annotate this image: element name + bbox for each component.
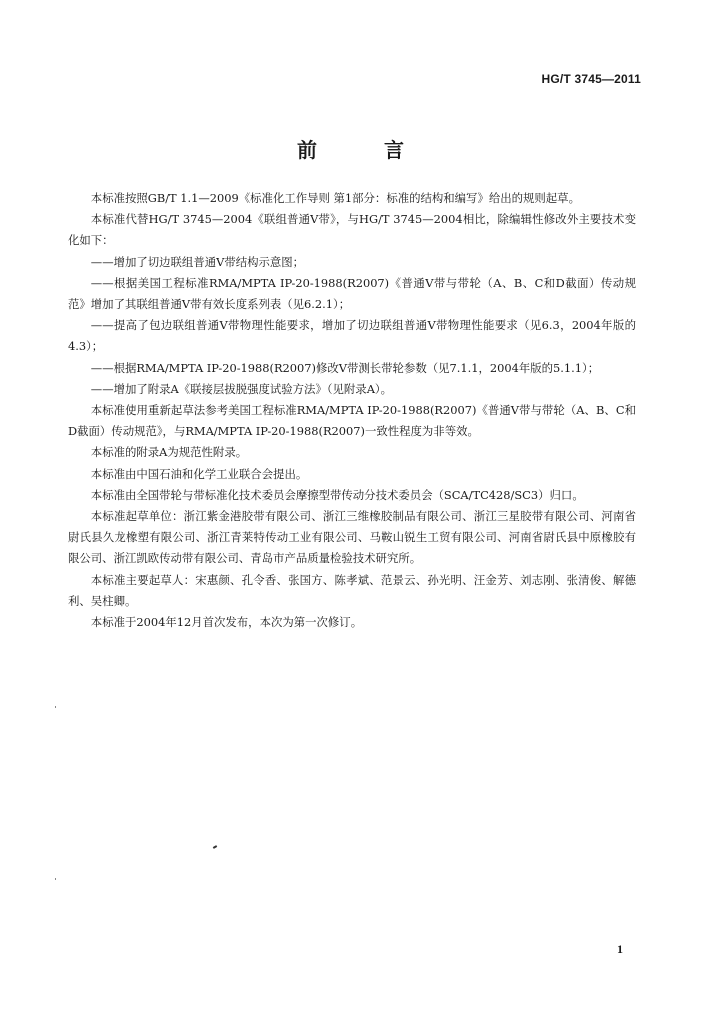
- paragraph-normative-annex: 本标准的附录A为规范性附录。: [90, 445, 248, 460]
- change-item-diagram: ——增加了切边联组普通V带结构示意图；: [90, 254, 305, 269]
- foreword-body: [68, 188, 636, 633]
- paragraph-under-jurisdiction: 本标准由全国带轮与带标准化技术委员会摩擦型带传动分技术委员会（SCA/TC428/SC3）归口。: [90, 487, 584, 502]
- change-item-annex-a: ——增加了附录A《联接层拔脱强度试验方法》（见附录A）。: [90, 381, 393, 396]
- paragraph-drafters: 本标准主要起草人：宋惠颜、孔令香、张国方、陈孝斌、范景云、孙光明、汪金芳、刘志刚、张清俊、解德利、吴柱卿。: [68, 572, 636, 608]
- page-number: 1: [617, 942, 623, 956]
- scan-mark: [213, 845, 217, 849]
- scan-dot: [55, 878, 56, 880]
- paragraph-history: 本标准于2004年12月首次发布，本次为第一次修订。: [90, 615, 363, 630]
- paragraph-proposed-by: 本标准由中国石油和化学工业联合会提出。: [90, 466, 308, 481]
- change-item-length-table: ——根据美国工程标准RMA/MPTA IP-20-1988(R2007)《普通V带与带轮（A、B、C和D截面）传动规范》增加了其联组普通V带有效长度系列表（见6.2.1）；: [68, 275, 636, 312]
- paragraph-drafting-units: 本标准起草单位：浙江紫金港胶带有限公司、浙江三维橡胶制品有限公司、浙江三星胶带有限公司、河南省尉氏县久龙橡塑有限公司、浙江青莱特传动工业有限公司、马鞍山锐生工贸有限公司、河南省尉氏县中原橡胶有限公司、浙江凯欧传动带有限公司、青岛市产品质量检验技术研究所。: [68, 509, 636, 566]
- standard-code: HG/T 3745—2011: [541, 72, 641, 86]
- change-item-pulley-parameters: ——根据RMA/MPTA IP-20-1988(R2007)修改V带测长带轮参数（见7.1.1，2004年版的5.1.1）；: [90, 360, 600, 375]
- page-title: 前 言: [297, 138, 434, 162]
- scan-dot: [55, 706, 56, 708]
- paragraph-reference-standard: 本标准使用重新起草法参考美国工程标准RMA/MPTA IP-20-1988(R2007)《普通V带与带轮（A、B、C和D截面）传动规范》，与RMA/MPTA IP-20-1988(R2007)一致性程度为非等效。: [68, 403, 636, 439]
- paragraph-drafting-rules: 本标准按照GB/T 1.1—2009《标准化工作导则 第1部分：标准的结构和编写》给出的规则起草。: [90, 191, 580, 205]
- paragraph-replaces: 本标准代替HG/T 3745—2004《联组普通V带》，与HG/T 3745—2004相比，除编辑性修改外主要技术变化如下：: [68, 212, 636, 248]
- change-item-physical-properties: ——提高了包边联组普通V带物理性能要求，增加了切边联组普通V带物理性能要求（见6.3，2004年版的4.3）；: [68, 318, 636, 354]
